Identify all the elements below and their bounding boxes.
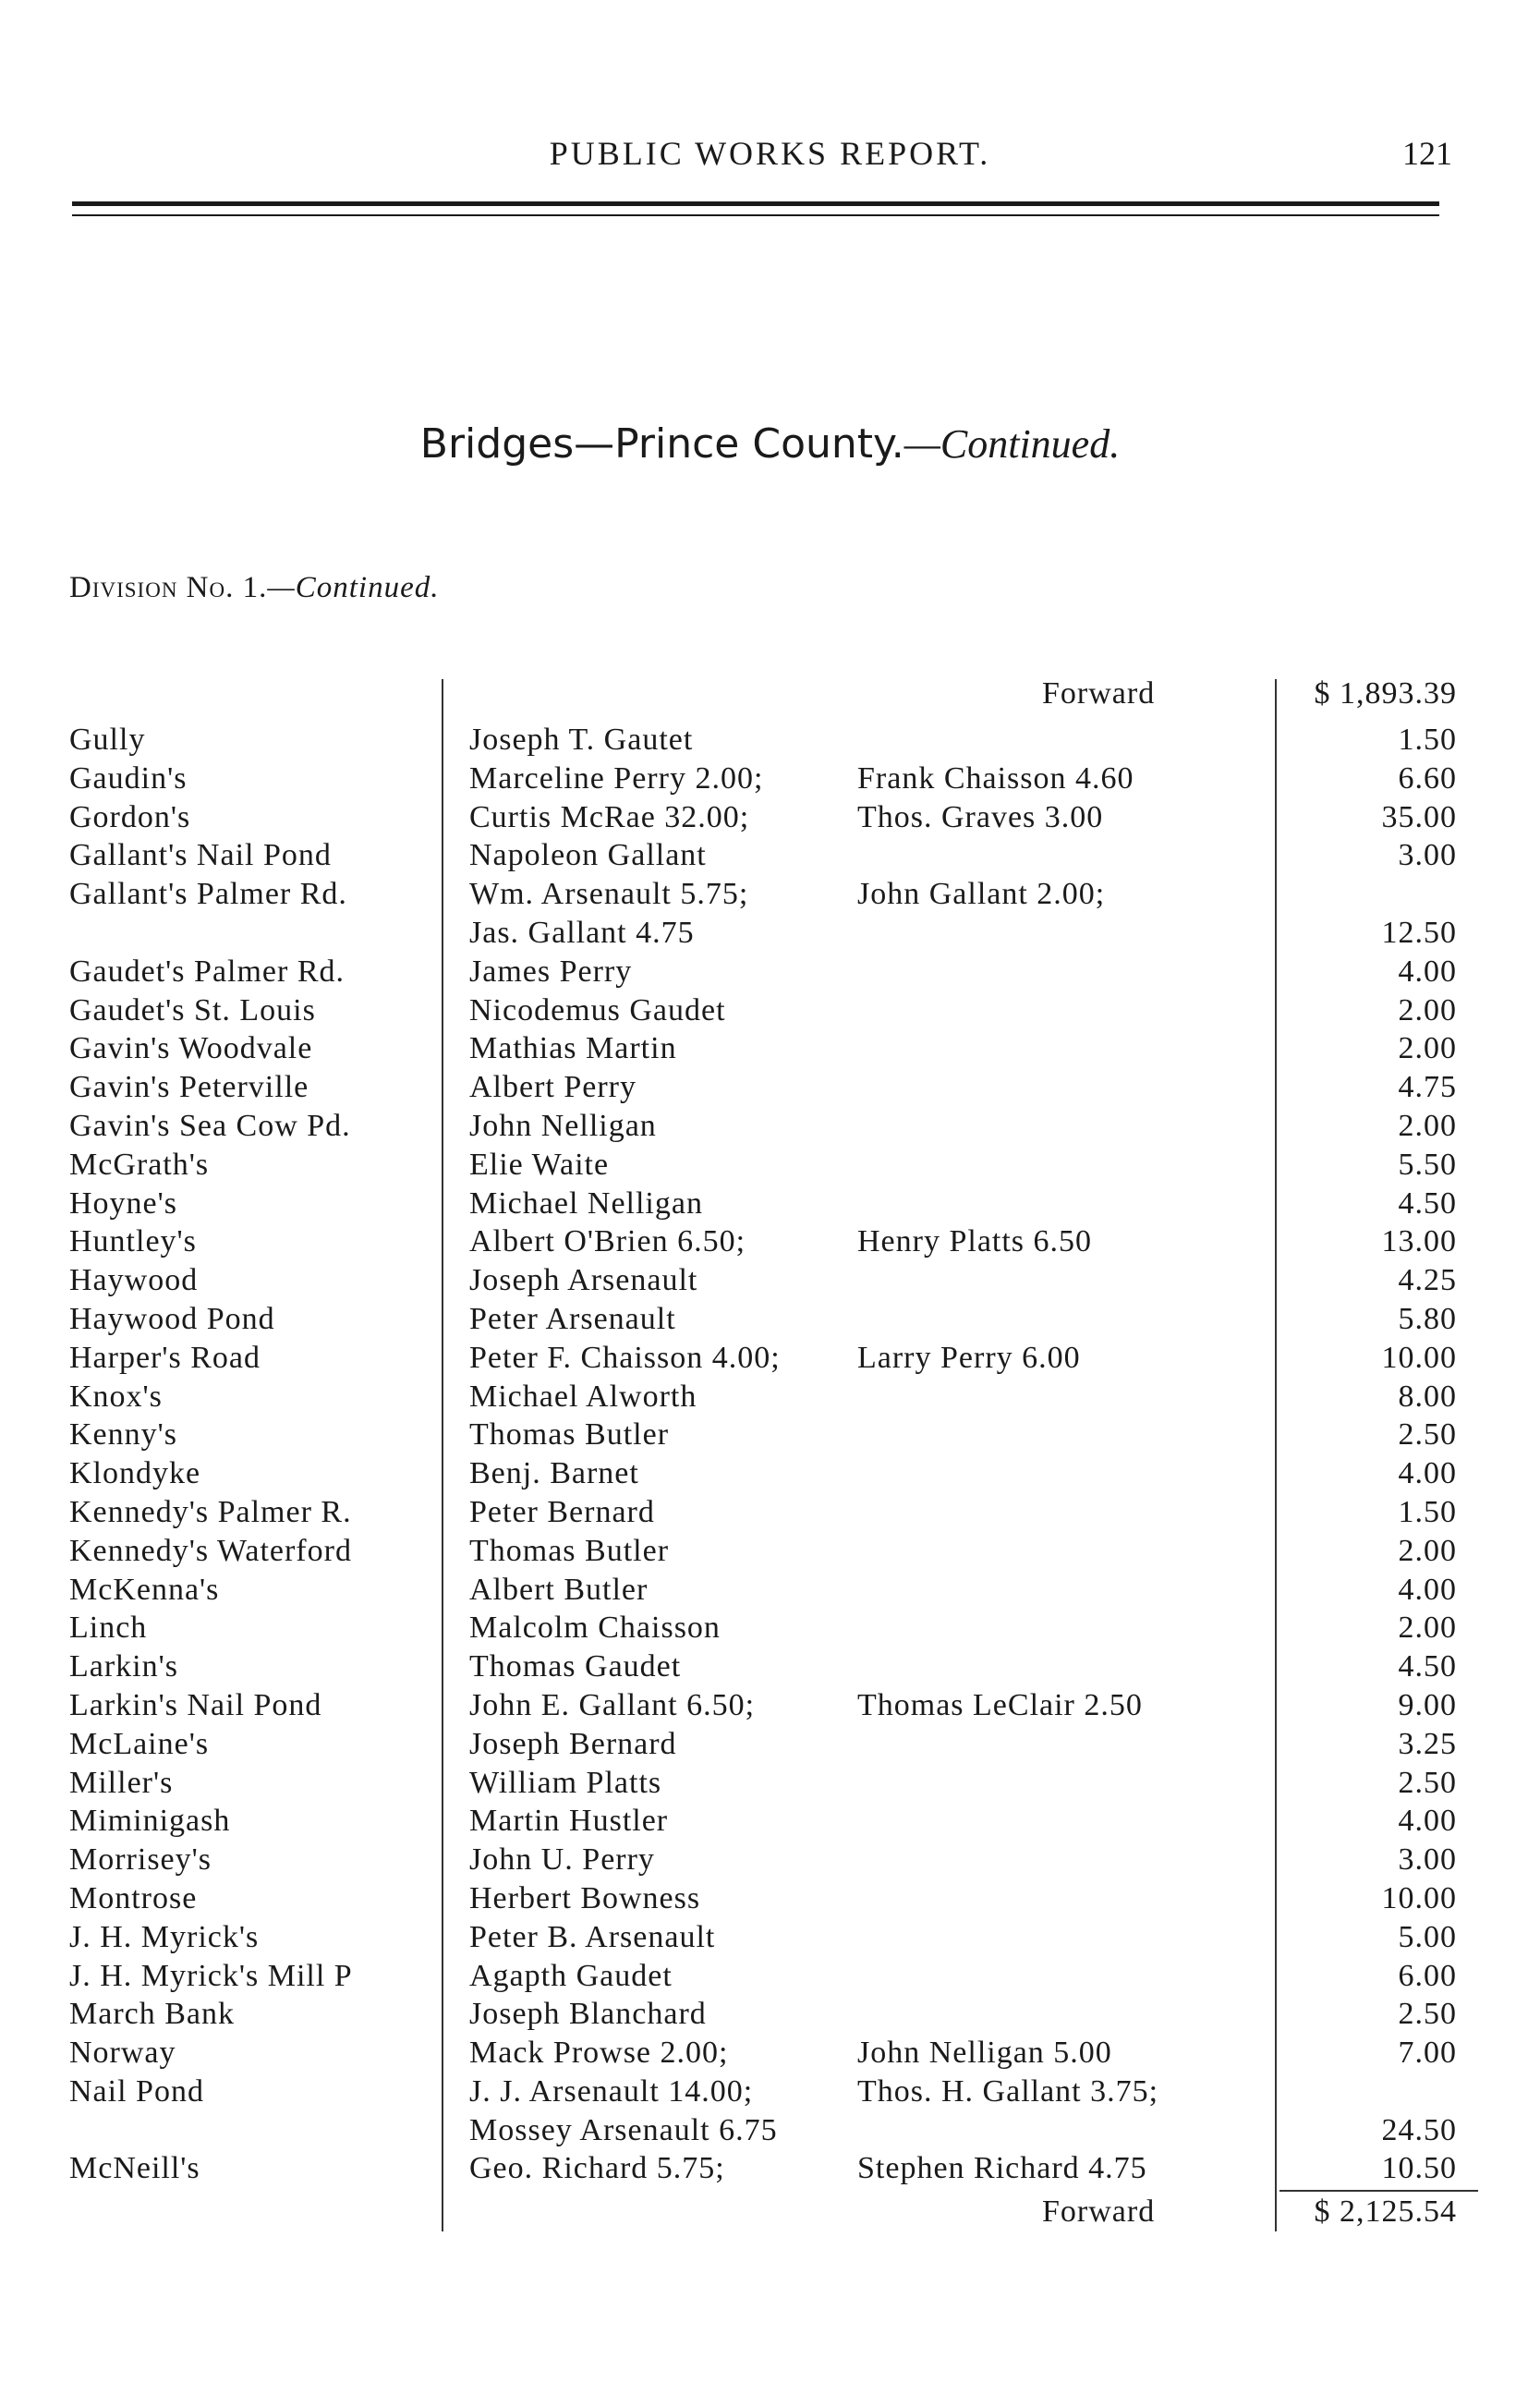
ledger-row (0, 1146, 1540, 1185)
bridge-name: Gaudet's St. Louis (69, 992, 316, 1027)
payee-primary: Peter F. Chaisson 4.00; (469, 1340, 781, 1375)
payee-names (469, 1802, 668, 1841)
payee-names (469, 1339, 1081, 1378)
row-amount: 5.00 (1398, 1919, 1457, 1954)
bridge-name: Gallant's Nail Pond (69, 838, 332, 873)
ledger-row (0, 1725, 1540, 1764)
payee-names (469, 914, 695, 953)
bridge-name: Kennedy's Waterford (69, 1533, 352, 1568)
payee-primary: Martin Hustler (469, 1804, 669, 1839)
payee-primary: Albert Butler (469, 1572, 649, 1607)
payee-primary: Peter B. Arsenault (469, 1919, 716, 1954)
payee-secondary: John Nelligan 5.00 (857, 2036, 1112, 2071)
bridge-name: Hoyne's (69, 1185, 178, 1221)
payee-primary: John E. Gallant 6.50; (469, 1687, 756, 1722)
ledger-row (0, 914, 1540, 953)
payee-primary: James Perry (469, 954, 633, 989)
row-amount: 4.75 (1398, 1070, 1457, 1105)
row-amount: 8.00 (1398, 1379, 1457, 1414)
payee-names (469, 1222, 1093, 1261)
payee-primary: Curtis McRae 32.00; (469, 799, 750, 834)
payee-primary: William Platts (469, 1765, 662, 1800)
payee-names (469, 1300, 676, 1339)
payee-primary: Joseph T. Gautet (469, 723, 694, 757)
row-amount: 2.00 (1398, 992, 1457, 1027)
bridge-name: Gaudin's (69, 760, 188, 796)
payee-primary: Thomas Butler (469, 1417, 670, 1453)
bridge-name: J. H. Myrick's Mill P (69, 1958, 353, 1993)
bridge-name: Miller's (69, 1765, 174, 1800)
ledger-row (0, 1532, 1540, 1571)
payee-primary: Napoleon Gallant (469, 838, 707, 873)
ledger-row (0, 760, 1540, 798)
payee-names (469, 1493, 655, 1532)
payee-names (469, 836, 707, 875)
ledger-row (0, 2073, 1540, 2111)
ledger-row (0, 1957, 1540, 1996)
payee-secondary: Thos. Graves 3.00 (857, 799, 1104, 834)
payee-primary: Thomas Butler (469, 1533, 670, 1568)
ledger-row (0, 1995, 1540, 2034)
payee-primary: Geo. Richard 5.75; (469, 2151, 725, 2186)
row-amount: 2.00 (1398, 1108, 1457, 1143)
row-amount: 2.50 (1398, 1765, 1457, 1800)
ledger-row (0, 1841, 1540, 1879)
ledger-row (0, 2034, 1540, 2073)
ledger-row (0, 1222, 1540, 1261)
payee-primary: Michael Nelligan (469, 1185, 703, 1221)
row-amount: 9.00 (1398, 1687, 1457, 1722)
payee-names (469, 2111, 778, 2150)
payee-names (469, 721, 693, 760)
bridge-name: Miminigash (69, 1804, 231, 1839)
payee-primary: Albert Perry (469, 1070, 637, 1105)
payee-names (469, 875, 1106, 914)
payee-primary: Nicodemus Gaudet (469, 992, 726, 1027)
division-heading (69, 571, 439, 605)
payee-names (469, 1686, 1143, 1725)
payee-names (469, 1571, 648, 1610)
payee-names (469, 760, 1134, 798)
bridge-name: McGrath's (69, 1147, 210, 1182)
row-amount: 35.00 (1381, 799, 1457, 834)
section-continued: —Continued. (903, 421, 1121, 467)
bridge-name: Gully (69, 723, 146, 757)
payee-primary: Agapth Gaudet (469, 1958, 673, 1993)
payee-names (469, 1532, 669, 1571)
payee-primary: John U. Perry (469, 1842, 655, 1878)
payee-names (469, 2034, 1112, 2073)
payee-names (469, 1995, 707, 2034)
forward-top-label: Forward (1042, 676, 1156, 711)
ledger-row (0, 1609, 1540, 1647)
ledger-row (0, 953, 1540, 991)
payee-primary: Albert O'Brien 6.50; (469, 1224, 746, 1259)
row-amount: 2.00 (1398, 1533, 1457, 1568)
payee-primary: Joseph Blanchard (469, 1997, 707, 2032)
payee-secondary: Henry Platts 6.50 (857, 1224, 1093, 1259)
ledger-row (0, 721, 1540, 760)
ledger-row (0, 836, 1540, 875)
ledger-row (0, 1107, 1540, 1146)
payee-names (469, 1957, 673, 1996)
payee-names (469, 1029, 677, 1068)
ledger-row (0, 798, 1540, 837)
row-amount: 7.00 (1398, 2036, 1457, 2071)
ledger-row (0, 1454, 1540, 1493)
payee-primary: Mossey Arsenault 6.75 (469, 2112, 778, 2147)
bridge-name: Kenny's (69, 1417, 178, 1453)
division-label: Division No. 1. (69, 571, 268, 604)
payee-names (469, 1609, 721, 1647)
payee-names (469, 1764, 661, 1803)
payee-names (469, 1454, 639, 1493)
row-amount: 2.00 (1398, 1611, 1457, 1646)
bridge-name: Harper's Road (69, 1340, 261, 1375)
ledger-row (0, 1339, 1540, 1378)
bridge-name: Gaudet's Palmer Rd. (69, 954, 346, 989)
payee-names (469, 2149, 1147, 2188)
section-title-text: Bridges—Prince County. (419, 420, 904, 468)
page-header-title: PUBLIC WORKS REPORT. (549, 135, 991, 172)
bridge-name: Norway (69, 2036, 176, 2071)
bridge-name: Larkin's (69, 1649, 178, 1684)
bridge-name: J. H. Myrick's (69, 1919, 260, 1954)
bridge-name: Gavin's Peterville (69, 1070, 309, 1105)
payee-primary: Jas. Gallant 4.75 (469, 915, 695, 950)
payee-primary: Herbert Bowness (469, 1880, 701, 1915)
ledger-row (0, 1029, 1540, 1068)
row-amount: 3.25 (1398, 1726, 1457, 1761)
ledger-row (0, 991, 1540, 1030)
payee-primary: Mack Prowse 2.00; (469, 2036, 729, 2071)
ledger-row (0, 1378, 1540, 1416)
row-amount: 3.00 (1398, 838, 1457, 873)
payee-primary: Peter Bernard (469, 1494, 655, 1529)
bridge-name: Montrose (69, 1880, 198, 1915)
row-amount: 5.50 (1398, 1147, 1457, 1182)
payee-primary: Wm. Arsenault 5.75; (469, 877, 749, 912)
payee-primary: Michael Alworth (469, 1379, 697, 1414)
row-amount: 10.50 (1381, 2151, 1457, 2186)
row-amount: 4.00 (1398, 954, 1457, 989)
payee-primary: Joseph Arsenault (469, 1263, 698, 1298)
payee-secondary: Stephen Richard 4.75 (857, 2151, 1147, 2186)
payee-names (469, 1647, 681, 1686)
ledger-row (0, 2111, 1540, 2150)
row-amount: 4.00 (1398, 1456, 1457, 1491)
payee-names (469, 1416, 669, 1454)
bridge-name: Huntley's (69, 1224, 197, 1259)
bridge-name: Nail Pond (69, 2073, 204, 2109)
bridge-name: Haywood Pond (69, 1301, 275, 1336)
bridge-name: Gavin's Woodvale (69, 1031, 313, 1066)
payee-primary: Elie Waite (469, 1147, 610, 1182)
payee-secondary: Frank Chaisson 4.60 (857, 760, 1134, 796)
payee-primary: Malcolm Chaisson (469, 1611, 721, 1646)
bridge-name: Morrisey's (69, 1842, 212, 1878)
row-amount: 4.00 (1398, 1804, 1457, 1839)
row-amount: 24.50 (1381, 2112, 1457, 2147)
bridge-name: March Bank (69, 1997, 236, 2032)
payee-names (469, 1879, 700, 1918)
bridge-name: Gordon's (69, 799, 191, 834)
row-amount: 12.50 (1381, 915, 1457, 950)
row-amount: 10.00 (1381, 1340, 1457, 1375)
row-amount: 4.25 (1398, 1263, 1457, 1298)
row-amount: 6.00 (1398, 1958, 1457, 1993)
row-amount: 4.00 (1398, 1572, 1457, 1607)
payee-names (469, 953, 632, 991)
ledger-row (0, 1647, 1540, 1686)
payee-primary: John Nelligan (469, 1108, 657, 1143)
ledger-row (0, 1802, 1540, 1841)
payee-secondary: John Gallant 2.00; (857, 877, 1106, 912)
payee-names (469, 1378, 697, 1416)
payee-names (469, 1261, 697, 1300)
ledger-row (0, 1879, 1540, 1918)
ledger-row (0, 875, 1540, 914)
payee-names (469, 1841, 655, 1879)
payee-names (469, 798, 1104, 837)
payee-primary: J. J. Arsenault 14.00; (469, 2073, 754, 2109)
row-amount: 6.60 (1398, 760, 1457, 796)
ledger-row (0, 1261, 1540, 1300)
payee-secondary: Thos. H. Gallant 3.75; (857, 2073, 1159, 2109)
forward-bottom-label: Forward (1042, 2194, 1156, 2229)
ledger-rows (0, 721, 1540, 2188)
page-number: 121 (1402, 135, 1452, 172)
ledger-row (0, 1416, 1540, 1454)
payee-primary: Mathias Martin (469, 1031, 677, 1066)
row-amount: 1.50 (1398, 1494, 1457, 1529)
bridge-name: Kennedy's Palmer R. (69, 1494, 352, 1529)
bridge-name: Haywood (69, 1263, 199, 1298)
row-amount: 5.80 (1398, 1301, 1457, 1336)
payee-names (469, 1725, 677, 1764)
forward-bottom-amount: $ 2,125.54 (1314, 2194, 1457, 2229)
header-rule-thin (72, 214, 1439, 216)
ledger-row (0, 2149, 1540, 2188)
payee-primary: Joseph Bernard (469, 1726, 677, 1761)
division-continued: —Continued. (267, 571, 440, 604)
bridge-name: Knox's (69, 1379, 163, 1414)
total-rule (1279, 2190, 1478, 2192)
bridge-name: Klondyke (69, 1456, 201, 1491)
payee-names (469, 1185, 703, 1223)
payee-secondary: Larry Perry 6.00 (857, 1340, 1081, 1375)
payee-secondary: Thomas LeClair 2.50 (857, 1687, 1143, 1722)
row-amount: 2.00 (1398, 1031, 1457, 1066)
payee-primary: Thomas Gaudet (469, 1649, 682, 1684)
ledger-row (0, 1918, 1540, 1957)
ledger-row (0, 1300, 1540, 1339)
bridge-name: McNeill's (69, 2151, 200, 2186)
payee-names (469, 2073, 1159, 2111)
payee-names (469, 1068, 637, 1107)
row-amount: 4.50 (1398, 1649, 1457, 1684)
bridge-name: Larkin's Nail Pond (69, 1687, 322, 1722)
payee-names (469, 1146, 609, 1185)
ledger-row (0, 1571, 1540, 1610)
ledger-row (0, 1068, 1540, 1107)
row-amount: 10.00 (1381, 1880, 1457, 1915)
payee-names (469, 1918, 715, 1957)
row-amount: 4.50 (1398, 1185, 1457, 1221)
payee-primary: Marceline Perry 2.00; (469, 760, 764, 796)
section-title (0, 420, 1540, 468)
bridge-name: Gavin's Sea Cow Pd. (69, 1108, 351, 1143)
bridge-name: McKenna's (69, 1572, 220, 1607)
ledger-row (0, 1764, 1540, 1803)
ledger-row (0, 1185, 1540, 1223)
row-amount: 13.00 (1381, 1224, 1457, 1259)
row-amount: 1.50 (1398, 723, 1457, 757)
header-rule-thick (72, 201, 1439, 206)
ledger-row (0, 1686, 1540, 1725)
payee-names (469, 1107, 657, 1146)
bridge-name: McLaine's (69, 1726, 210, 1761)
row-amount: 3.00 (1398, 1842, 1457, 1878)
bridge-name: Gallant's Palmer Rd. (69, 877, 347, 912)
bridge-name: Linch (69, 1611, 148, 1646)
payee-primary: Benj. Barnet (469, 1456, 639, 1491)
forward-top-amount: $ 1,893.39 (1314, 676, 1457, 711)
payee-primary: Peter Arsenault (469, 1301, 676, 1336)
payee-names (469, 991, 726, 1030)
ledger-row (0, 1493, 1540, 1532)
row-amount: 2.50 (1398, 1997, 1457, 2032)
row-amount: 2.50 (1398, 1417, 1457, 1453)
